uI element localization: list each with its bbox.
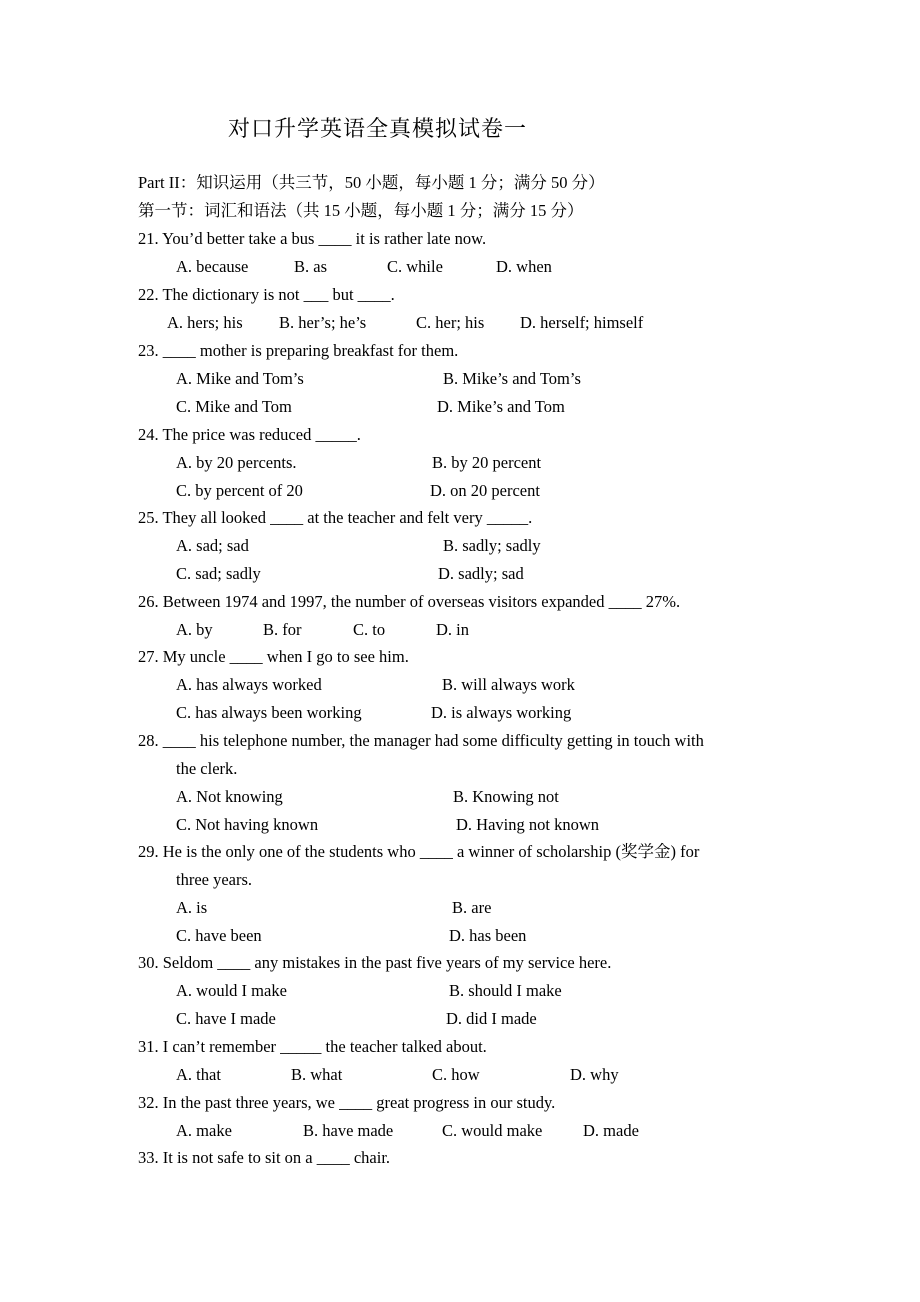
q28-option-b: B. Knowing not xyxy=(453,787,559,806)
q23-option-d: D. Mike’s and Tom xyxy=(437,397,565,416)
question-23: 23. ____ mother is preparing breakfast for them. xyxy=(138,341,459,360)
q25-option-d: D. sadly; sad xyxy=(438,564,524,583)
question-27: 27. My uncle ____ when I go to see him. xyxy=(138,647,409,666)
q25-option-b: B. sadly; sadly xyxy=(443,536,541,555)
q28-option-a: A. Not knowing xyxy=(176,787,283,806)
question-22: 22. The dictionary is not ___ but ____. xyxy=(138,285,395,304)
question-26: 26. Between 1974 and 1997, the number of overseas visitors expanded ____ 27%. xyxy=(138,592,681,611)
question-32: 32. In the past three years, we ____ great progress in our study. xyxy=(138,1093,556,1112)
q23-option-a: A. Mike and Tom’s xyxy=(176,369,304,388)
q24-option-d: D. on 20 percent xyxy=(430,481,540,500)
q29-option-d: D. has been xyxy=(449,926,527,945)
q29-option-b: B. are xyxy=(452,898,492,917)
q27-option-a: A. has always worked xyxy=(176,675,322,694)
question-25: 25. They all looked ____ at the teacher and felt very _____. xyxy=(138,508,533,527)
q27-option-b: B. will always work xyxy=(442,675,575,694)
q29-option-c: C. have been xyxy=(176,926,262,945)
q24-option-a: A. by 20 percents. xyxy=(176,453,297,472)
question-29: 29. He is the only one of the students who ____ a winner of scholarship (奖学金) for xyxy=(138,842,700,861)
question-33: 33. It is not safe to sit on a ____ chair. xyxy=(138,1148,391,1167)
q29-option-a: A. is xyxy=(176,898,208,917)
q24-option-c: C. by percent of 20 xyxy=(176,481,303,500)
q22-option-a: A. hers; his xyxy=(167,313,243,332)
q31-option-a: A. that xyxy=(176,1065,221,1084)
q26-option-c: C. to xyxy=(353,620,386,639)
q23-option-c: C. Mike and Tom xyxy=(176,397,292,416)
question-28: 28. ____ his telephone number, the manager had some difficulty getting in touch with xyxy=(138,731,704,750)
question-29-continued: three years. xyxy=(176,870,253,889)
q32-option-d: D. made xyxy=(583,1121,639,1140)
q23-option-b: B. Mike’s and Tom’s xyxy=(443,369,581,388)
q21-option-a: A. because xyxy=(176,257,249,276)
q24-option-b: B. by 20 percent xyxy=(432,453,542,472)
q21-option-b: B. as xyxy=(294,257,327,276)
q31-option-b: B. what xyxy=(291,1065,343,1084)
q30-option-b: B. should I make xyxy=(449,981,562,1000)
q32-option-c: C. would make xyxy=(442,1121,543,1140)
q25-option-a: A. sad; sad xyxy=(176,536,249,555)
question-21: 21. You’d better take a bus ____ it is rather late now. xyxy=(138,229,487,248)
q25-option-c: C. sad; sadly xyxy=(176,564,261,583)
q27-option-c: C. has always been working xyxy=(176,703,362,722)
q26-option-a: A. by xyxy=(176,620,213,639)
q26-option-d: D. in xyxy=(436,620,469,639)
part-heading: Part II：知识运用（共三节，50 小题，每小题 1 分；满分 50 分） xyxy=(138,173,605,192)
q26-option-b: B. for xyxy=(263,620,302,639)
q21-option-d: D. when xyxy=(496,257,552,276)
q22-option-d: D. herself; himself xyxy=(520,313,644,332)
q32-option-a: A. make xyxy=(176,1121,232,1140)
q21-option-c: C. while xyxy=(387,257,443,276)
q28-option-c: C. Not having known xyxy=(176,815,319,834)
page-title: 对口升学英语全真模拟试卷一 xyxy=(228,116,528,141)
q32-option-b: B. have made xyxy=(303,1121,394,1140)
q31-option-d: D. why xyxy=(570,1065,619,1084)
q27-option-d: D. is always working xyxy=(431,703,572,722)
q22-option-b: B. her’s; he’s xyxy=(279,313,367,332)
q22-option-c: C. her; his xyxy=(416,313,485,332)
q30-option-c: C. have I made xyxy=(176,1009,276,1028)
question-28-continued: the clerk. xyxy=(176,759,238,778)
q30-option-a: A. would I make xyxy=(176,981,287,1000)
question-24: 24. The price was reduced _____. xyxy=(138,425,361,444)
question-31: 31. I can’t remember _____ the teacher talked about. xyxy=(138,1037,487,1056)
question-30: 30. Seldom ____ any mistakes in the past five years of my service here. xyxy=(138,953,612,972)
q28-option-d: D. Having not known xyxy=(456,815,599,834)
q30-option-d: D. did I made xyxy=(446,1009,537,1028)
q31-option-c: C. how xyxy=(432,1065,480,1084)
section-heading: 第一节：词汇和语法（共 15 小题，每小题 1 分；满分 15 分） xyxy=(138,201,584,220)
